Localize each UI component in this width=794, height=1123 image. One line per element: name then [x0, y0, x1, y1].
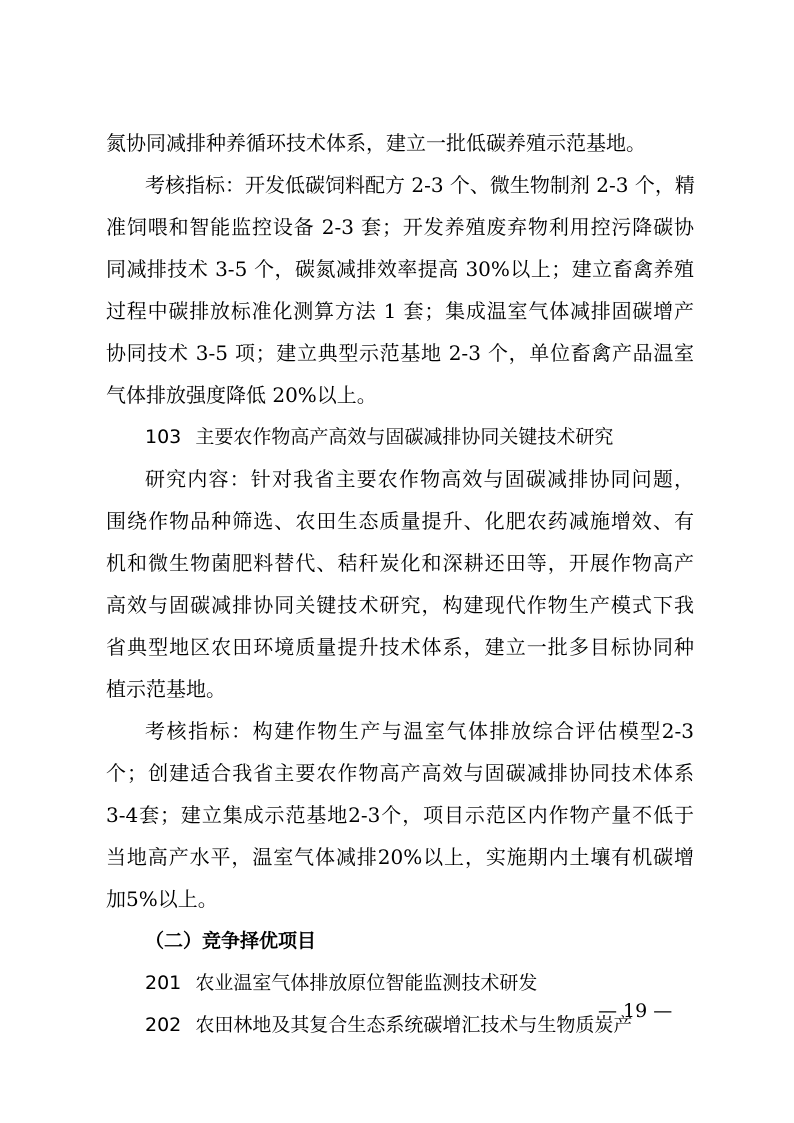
paragraph-line: 过程中碳排放标准化测算方法 1 套；集成温室气体减排固碳增产 [106, 299, 694, 323]
paragraph-line: 气体排放强度降低 20%以上。 [106, 383, 377, 407]
item-103-heading [106, 416, 694, 458]
paragraph-line: 考核指标：开发低碳饲料配方 2-3 个、微生物制剂 2-3 个，精 [145, 173, 695, 197]
item-title: 农业温室气体排放原位智能监测技术研发 [195, 972, 538, 994]
item-number: 201 [145, 972, 182, 994]
paragraph-line: 3-4套；建立集成示范基地2-3个，项目示范区内作物产量不低于 [106, 803, 694, 827]
paragraph-line: 机和微生物菌肥料替代、秸秆炭化和深耕还田等，开展作物高产 [106, 551, 694, 575]
item-number: 103 [145, 426, 182, 448]
item-title: 农田林地及其复合生态系统碳增汇技术与生物质炭产 [195, 1014, 633, 1036]
paragraph-line: 协同技术 3-5 项；建立典型示范基地 2-3 个，单位畜禽产品温室 [106, 341, 694, 365]
paragraph-line: 加5%以上。 [106, 887, 218, 911]
paragraph-line: 准饲喂和智能监控设备 2-3 套；开发养殖废弃物利用控污降碳协 [106, 215, 694, 239]
paragraph-line: 研究内容：针对我省主要农作物高效与固碳减排协同问题， [145, 467, 694, 491]
paragraph-line: 植示范基地。 [106, 677, 226, 701]
paragraph-line: 围绕作物品种筛选、农田生态质量提升、化肥农药减施增效、有 [106, 509, 694, 533]
paragraph-line: 个；创建适合我省主要农作物高产高效与固碳减排协同技术体系 [106, 761, 694, 785]
paragraph-line: 省典型地区农田环境质量提升技术体系，建立一批多目标协同种 [106, 635, 694, 659]
paragraph-line: 同减排技术 3-5 个，碳氮减排效率提高 30%以上；建立畜禽养殖 [106, 257, 694, 281]
body-text [106, 122, 694, 1046]
paragraph-line: 高效与固碳减排协同关键技术研究，构建现代作物生产模式下我 [106, 593, 694, 617]
page-number: — 19 — [598, 1000, 673, 1022]
item-title: 主要农作物高产高效与固碳减排协同关键技术研究 [195, 426, 614, 448]
item-number: 202 [145, 1014, 182, 1036]
paragraph-line: 氮协同减排种养循环技术体系，建立一批低碳养殖示范基地。 [106, 131, 646, 155]
paragraph-line: 当地高产水平，温室气体减排20%以上，实施期内土壤有机碳增 [106, 845, 694, 869]
section-heading: （二）竞争择优项目 [145, 930, 317, 952]
paragraph-line: 考核指标：构建作物生产与温室气体排放综合评估模型2-3 [145, 719, 694, 743]
